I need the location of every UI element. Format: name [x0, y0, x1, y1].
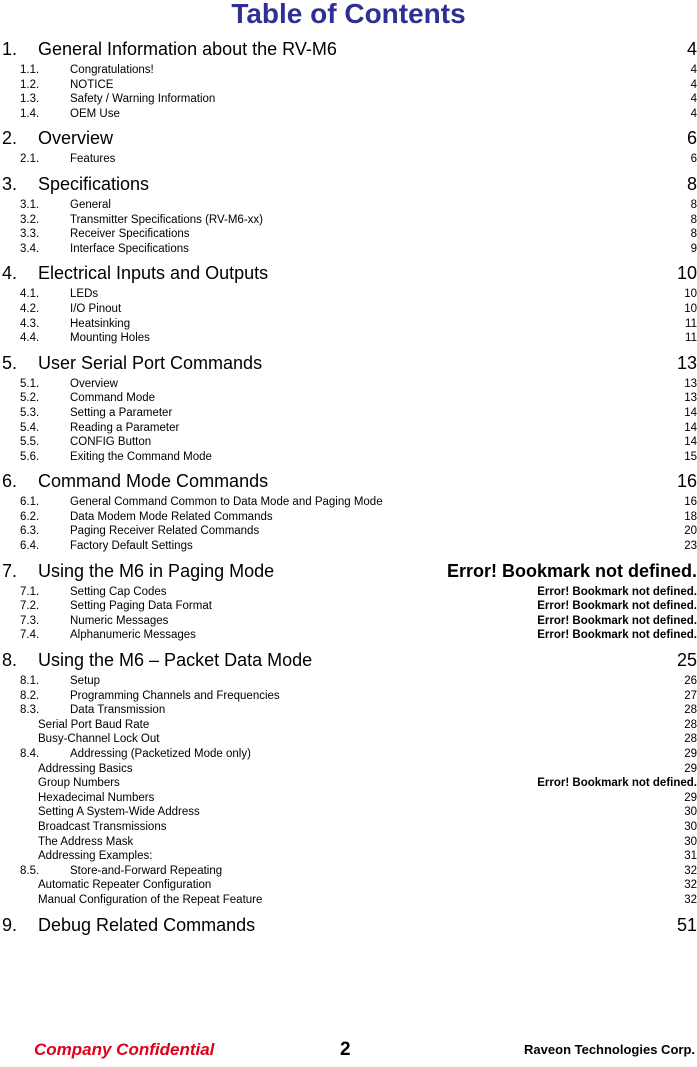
toc-entry-page: 13 — [684, 377, 697, 390]
toc-chapter-entry[interactable] — [0, 649, 697, 671]
toc-entry-title: OEM Use — [70, 107, 120, 120]
toc-entry-title: Manual Configuration of the Repeat Feature — [38, 893, 263, 906]
toc-entry-number: 5.6. — [20, 450, 40, 463]
toc-entry-title: Broadcast Transmissions — [38, 820, 167, 833]
toc-entry-page: Error! Bookmark not defined. — [537, 614, 697, 627]
toc-entry-page: 4 — [690, 93, 697, 106]
toc-entry-number: 5.3. — [20, 406, 40, 419]
toc-section-entry[interactable] — [0, 524, 697, 539]
toc-entry-page: Error! Bookmark not defined. — [446, 560, 697, 581]
toc-entry-title: Hexadecimal Numbers — [38, 791, 155, 804]
toc-section-entry[interactable] — [0, 317, 697, 332]
toc-entry-number: 1. — [2, 39, 18, 59]
toc-entry-page: 28 — [684, 704, 697, 717]
toc-section-entry[interactable] — [0, 242, 697, 257]
toc-entry-title: Group Numbers — [38, 777, 120, 790]
toc-entry-page: 6 — [686, 128, 697, 149]
toc-subsection-entry[interactable] — [0, 893, 697, 908]
page-footer — [0, 1040, 697, 1064]
toc-entry-title: Setting Cap Codes — [70, 585, 167, 598]
toc-entry-page: 8 — [690, 198, 697, 211]
toc-entry-page: 29 — [684, 791, 697, 804]
toc-section-entry[interactable] — [0, 406, 697, 421]
toc-entry-title: Transmitter Specifications (RV-M6-xx) — [70, 213, 263, 226]
toc-entry-page: 10 — [684, 288, 697, 301]
toc-section-entry[interactable] — [0, 599, 697, 614]
toc-entry-number: 5.2. — [20, 392, 40, 405]
toc-chapter-entry[interactable] — [0, 38, 697, 60]
toc-entry-title: Reading a Parameter — [70, 421, 180, 434]
toc-entry-page: 29 — [684, 748, 697, 760]
toc-entry-title: Data Modem Mode Related Commands — [70, 510, 273, 523]
toc-entry-title: Debug Related Commands — [38, 914, 256, 935]
toc-entry-title: Electrical Inputs and Outputs — [38, 263, 269, 284]
toc-entry-number: 6.3. — [20, 525, 40, 538]
toc-entry-number: 3.4. — [20, 242, 40, 255]
toc-entry-page: 28 — [684, 733, 697, 746]
toc-entry-number: 6.1. — [20, 496, 40, 509]
toc-entry-title: Setting A System-Wide Address — [38, 806, 200, 819]
toc-section-entry[interactable] — [0, 435, 697, 450]
toc-entry-title: Overview — [38, 128, 114, 149]
toc-entry-title: Congratulations! — [70, 64, 154, 76]
toc-entry-title: Command Mode Commands — [38, 471, 269, 492]
toc-entry-number: 3.3. — [20, 228, 40, 241]
toc-section-entry[interactable] — [0, 628, 697, 643]
toc-entry-number: 4. — [2, 263, 18, 284]
toc-entry-title: Features — [70, 153, 116, 166]
toc-entry-page: 23 — [684, 540, 697, 553]
toc-entry-title: Data Transmission — [70, 704, 166, 717]
toc-section-entry[interactable] — [0, 107, 697, 122]
toc-chapter-entry[interactable] — [0, 352, 697, 374]
toc-entry-title: Using the M6 – Packet Data Mode — [38, 650, 313, 671]
toc-section-entry[interactable] — [0, 674, 697, 689]
toc-entry-page: 14 — [684, 406, 697, 419]
toc-entry-page: 4 — [690, 78, 697, 91]
toc-section-entry[interactable] — [0, 585, 697, 600]
toc-subsection-entry[interactable] — [0, 805, 697, 820]
toc-section-entry[interactable] — [0, 92, 697, 107]
toc-entry-title: Using the M6 in Paging Mode — [38, 560, 275, 581]
toc-entry-page: 6 — [690, 153, 697, 166]
toc-entry-number: 1.1. — [20, 64, 40, 76]
toc-section-entry[interactable] — [0, 287, 697, 302]
toc-entry-page: 30 — [684, 835, 697, 848]
toc-chapter-entry[interactable] — [0, 127, 697, 149]
toc-entry-number: 3.1. — [20, 198, 40, 211]
toc-entry-page: 11 — [685, 317, 697, 330]
toc-entry-number: 4.4. — [20, 332, 40, 345]
toc-entry-number: 4.1. — [20, 288, 40, 301]
toc-subsection-entry[interactable] — [0, 849, 697, 864]
toc-entry-page: Error! Bookmark not defined. — [537, 629, 697, 642]
toc-entry-number: 5.1. — [20, 377, 40, 390]
toc-section-entry[interactable] — [0, 510, 697, 525]
toc-entry-page: 10 — [676, 263, 697, 284]
toc-entry-number: 7.1. — [20, 585, 40, 598]
toc-entry-title: General — [70, 198, 111, 211]
toc-entry-number: 8.3. — [20, 704, 40, 717]
toc-entry-number: 8. — [2, 650, 18, 671]
toc-entry-page: 13 — [684, 392, 697, 405]
toc-entry-page: 25 — [676, 650, 697, 671]
toc-subsection-entry[interactable] — [0, 835, 697, 850]
toc-section-entry[interactable] — [0, 78, 697, 93]
toc-entry-page: 32 — [684, 893, 697, 906]
toc-section-entry[interactable] — [0, 213, 697, 228]
toc-entry-title: Mounting Holes — [70, 332, 150, 345]
table-of-contents — [0, 38, 697, 936]
toc-entry-page: 4 — [690, 64, 697, 76]
toc-entry-page: 9 — [690, 242, 697, 255]
toc-entry-title: Addressing (Packetized Mode only) — [70, 748, 251, 760]
toc-section-entry[interactable] — [0, 450, 697, 465]
toc-entry-page: 32 — [684, 864, 697, 877]
toc-section-entry[interactable] — [0, 421, 697, 436]
toc-subsection-entry[interactable] — [0, 732, 697, 747]
toc-section-entry[interactable] — [0, 302, 697, 317]
toc-entry-number: 8.4. — [20, 748, 40, 760]
toc-section-entry[interactable] — [0, 377, 697, 392]
toc-entry-title: Programming Channels and Frequencies — [70, 689, 280, 702]
toc-entry-title: Safety / Warning Information — [70, 93, 216, 106]
toc-entry-title: User Serial Port Commands — [38, 352, 263, 373]
toc-subsection-entry[interactable] — [0, 878, 697, 893]
toc-entry-number: 8.1. — [20, 675, 40, 688]
toc-entry-number: 8.2. — [20, 689, 40, 702]
toc-entry-number: 7.2. — [20, 600, 40, 613]
toc-entry-number: 7.3. — [20, 614, 40, 627]
toc-subsection-entry[interactable] — [0, 762, 697, 777]
toc-entry-title: Exiting the Command Mode — [70, 450, 212, 463]
toc-entry-title: Paging Receiver Related Commands — [70, 525, 260, 538]
toc-chapter-entry[interactable] — [0, 914, 697, 936]
toc-section-entry[interactable] — [0, 539, 697, 554]
toc-section-entry[interactable] — [0, 63, 697, 78]
toc-entry-title: Setting a Parameter — [70, 406, 173, 419]
toc-entry-title: Numeric Messages — [70, 614, 169, 627]
toc-section-entry[interactable] — [0, 614, 697, 629]
toc-entry-number: 7.4. — [20, 629, 40, 642]
toc-entry-page: 13 — [676, 352, 697, 373]
toc-entry-page: Error! Bookmark not defined. — [537, 777, 697, 790]
toc-entry-title: General Information about the RV-M6 — [38, 39, 337, 59]
toc-entry-page: 16 — [684, 496, 697, 509]
toc-subsection-entry[interactable] — [0, 820, 697, 835]
toc-entry-number: 1.3. — [20, 93, 40, 106]
toc-chapter-entry[interactable] — [0, 470, 697, 492]
toc-entry-number: 2.1. — [20, 153, 40, 166]
toc-entry-number: 1.4. — [20, 107, 40, 120]
toc-section-entry[interactable] — [0, 198, 697, 213]
toc-entry-number: 4.3. — [20, 317, 40, 330]
toc-entry-page: 4 — [686, 39, 697, 59]
toc-entry-title: Serial Port Baud Rate — [38, 718, 150, 731]
toc-entry-page: Error! Bookmark not defined. — [537, 585, 697, 598]
company-name: Raveon Technologies Corp. — [524, 1042, 695, 1057]
toc-section-entry[interactable] — [0, 391, 697, 406]
toc-entry-page: 15 — [684, 450, 697, 463]
toc-entry-title: Overview — [70, 377, 118, 390]
toc-entry-page: 32 — [684, 879, 697, 892]
toc-entry-title: Heatsinking — [70, 317, 131, 330]
toc-subsection-entry[interactable] — [0, 791, 697, 806]
toc-entry-page: 30 — [684, 806, 697, 819]
toc-entry-title: Store-and-Forward Repeating — [70, 864, 223, 877]
toc-entry-page: 8 — [690, 228, 697, 241]
toc-entry-number: 5.4. — [20, 421, 40, 434]
toc-entry-page: 8 — [686, 173, 697, 194]
toc-entry-page: 4 — [690, 107, 697, 120]
confidential-label: Company Confidential — [34, 1040, 215, 1059]
toc-entry-page: 51 — [676, 914, 697, 935]
toc-section-entry[interactable] — [0, 495, 697, 510]
toc-entry-page: 31 — [684, 850, 697, 863]
toc-entry-title: Setting Paging Data Format — [70, 600, 212, 613]
toc-entry-title: I/O Pinout — [70, 302, 122, 315]
toc-entry-title: NOTICE — [70, 78, 114, 91]
toc-entry-title: General Command Common to Data Mode and Paging Mode — [70, 496, 383, 509]
toc-entry-number: 9. — [2, 914, 18, 935]
toc-section-entry[interactable] — [0, 227, 697, 242]
toc-entry-page: 8 — [690, 213, 697, 226]
toc-entry-number: 6.2. — [20, 510, 40, 523]
toc-chapter-entry[interactable] — [0, 560, 697, 582]
toc-entry-page: 14 — [684, 421, 697, 434]
page-number: 2 — [340, 1039, 351, 1060]
toc-chapter-entry[interactable] — [0, 173, 697, 195]
toc-entry-page: 27 — [684, 689, 697, 702]
toc-entry-page: Error! Bookmark not defined. — [537, 600, 697, 613]
toc-entry-number: 3.2. — [20, 213, 40, 226]
toc-section-entry[interactable] — [0, 152, 697, 167]
toc-section-entry[interactable] — [0, 689, 697, 704]
toc-entry-number: 5.5. — [20, 436, 40, 449]
toc-entry-number: 3. — [2, 173, 18, 194]
toc-entry-title: Specifications — [38, 173, 150, 194]
toc-entry-page: 30 — [684, 820, 697, 833]
toc-section-entry[interactable] — [0, 747, 697, 762]
toc-entry-title: LEDs — [70, 288, 99, 301]
toc-entry-title: Busy-Channel Lock Out — [38, 733, 160, 746]
toc-entry-page: 28 — [684, 718, 697, 731]
toc-entry-title: The Address Mask — [38, 835, 134, 848]
toc-entry-title: Addressing Basics — [38, 762, 133, 775]
toc-entry-title: Command Mode — [70, 392, 156, 405]
toc-entry-page: 18 — [684, 510, 697, 523]
toc-entry-number: 5. — [2, 352, 18, 373]
toc-entry-title: Interface Specifications — [70, 242, 189, 255]
toc-chapter-entry[interactable] — [0, 262, 697, 284]
toc-entry-number: 8.5. — [20, 864, 40, 877]
toc-entry-page: 10 — [684, 302, 697, 315]
toc-entry-page: 14 — [684, 436, 697, 449]
toc-entry-title: Receiver Specifications — [70, 228, 190, 241]
toc-entry-title: Alphanumeric Messages — [70, 629, 196, 642]
toc-section-entry[interactable] — [0, 864, 697, 879]
toc-entry-title: Setup — [70, 675, 101, 688]
toc-entry-number: 1.2. — [20, 78, 40, 91]
toc-entry-number: 4.2. — [20, 302, 40, 315]
toc-entry-number: 6.4. — [20, 540, 40, 553]
toc-entry-number: 2. — [2, 128, 18, 149]
toc-entry-title: Automatic Repeater Configuration — [38, 879, 212, 892]
toc-subsection-entry[interactable] — [0, 776, 697, 791]
toc-entry-title: CONFIG Button — [70, 436, 152, 449]
toc-section-entry[interactable] — [0, 331, 697, 346]
toc-entry-title: Factory Default Settings — [70, 540, 193, 553]
toc-subsection-entry[interactable] — [0, 718, 697, 733]
toc-entry-title: Addressing Examples: — [38, 850, 153, 863]
toc-entry-page: 16 — [676, 471, 697, 492]
toc-entry-number: 7. — [2, 560, 18, 581]
toc-entry-page: 11 — [685, 332, 697, 345]
toc-entry-page: 26 — [684, 675, 697, 688]
toc-entry-page: 29 — [684, 762, 697, 775]
toc-entry-page: 20 — [684, 525, 697, 538]
toc-entry-number: 6. — [2, 471, 18, 492]
page-title: Table of Contents — [231, 0, 466, 29]
toc-section-entry[interactable] — [0, 703, 697, 718]
